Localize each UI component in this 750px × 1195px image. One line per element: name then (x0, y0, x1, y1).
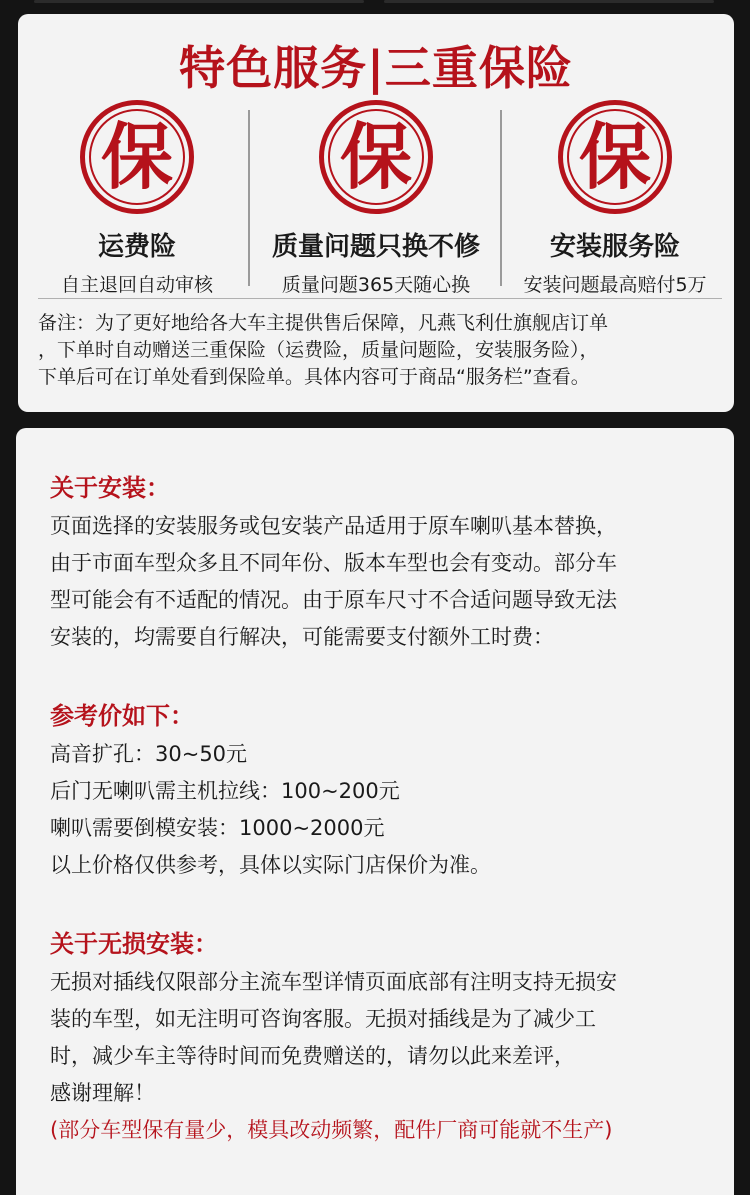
guarantee-item-desc: 安装问题最高赔付5万 (523, 274, 707, 296)
seal-char: 保 (100, 115, 173, 199)
guarantee-item-title: 安装服务险 (549, 232, 680, 262)
guarantee-item-quality (257, 100, 495, 300)
seal-icon (319, 100, 433, 214)
top-strip (0, 0, 750, 8)
price-title: 参考价如下： (50, 702, 194, 730)
lossless-section (50, 928, 720, 1149)
note-line: 下单后可在订单处看到保险单。具体内容可于商品“服务栏”查看。 (38, 366, 590, 388)
guarantee-item-title: 质量问题只换不修 (271, 232, 480, 262)
seal-char: 保 (339, 115, 412, 199)
guarantee-item-shipping (18, 100, 256, 300)
strip-segment-right (384, 0, 714, 3)
guarantee-item-title: 运费险 (97, 232, 176, 262)
install-line: 安装的，均需要自行解决，可能需要支付额外工时费： (50, 625, 554, 649)
horizontal-divider (38, 298, 722, 299)
lossless-line: 感谢理解！ (50, 1081, 155, 1105)
guarantee-item-desc: 自主退回自动审核 (60, 274, 213, 296)
price-line: 高音扩孔：30~50元 (50, 742, 248, 766)
price-line: 后门无喇叭需主机拉线：100~200元 (50, 779, 400, 803)
guarantee-card (18, 14, 734, 412)
guarantee-item-desc: 质量问题365天随心换 (281, 274, 471, 296)
lossless-line: 时，减少车主等待时间而免费赠送的，请勿以此来差评， (50, 1044, 575, 1068)
seal-char: 保 (578, 115, 651, 199)
lossless-line: 无损对插线仅限部分主流车型详情页面底部有注明支持无损安 (50, 970, 617, 994)
vertical-divider (248, 110, 250, 286)
price-line: 以上价格仅供参考，具体以实际门店保价为准。 (50, 853, 491, 877)
seal-icon (558, 100, 672, 214)
strip-segment-left (34, 0, 364, 3)
lossless-line: 装的车型，如无注明可咨询客服。无损对插线是为了减少工 (50, 1007, 596, 1031)
install-line: 由于市面车型众多且不同年份、版本车型也会有变动。部分车 (50, 551, 617, 575)
lossless-red-note: (部分车型保有量少，模具改动频繁，配件厂商可能就不生产) (50, 1118, 613, 1142)
guarantee-item-install (496, 100, 734, 300)
guarantee-note (38, 310, 728, 391)
lossless-title: 关于无损安装： (50, 930, 218, 958)
install-line: 页面选择的安装服务或包安装产品适用于原车喇叭基本替换， (50, 514, 617, 538)
install-section (50, 472, 720, 656)
install-title: 关于安装： (50, 474, 170, 502)
note-line: 备注：为了更好地给各大车主提供售后保障，凡燕飞利仕旗舰店订单 (38, 312, 609, 334)
seal-icon (80, 100, 194, 214)
note-line: ，下单时自动赠送三重保险（运费险，质量问题险，安装服务险）， (38, 339, 599, 361)
guarantee-title: 特色服务|三重保险 (179, 41, 573, 95)
price-section (50, 700, 720, 884)
install-line: 型可能会有不适配的情况。由于原车尺寸不合适问题导致无法 (50, 588, 617, 612)
price-line: 喇叭需要倒模安装：1000~2000元 (50, 816, 385, 840)
install-info-card (16, 428, 734, 1195)
